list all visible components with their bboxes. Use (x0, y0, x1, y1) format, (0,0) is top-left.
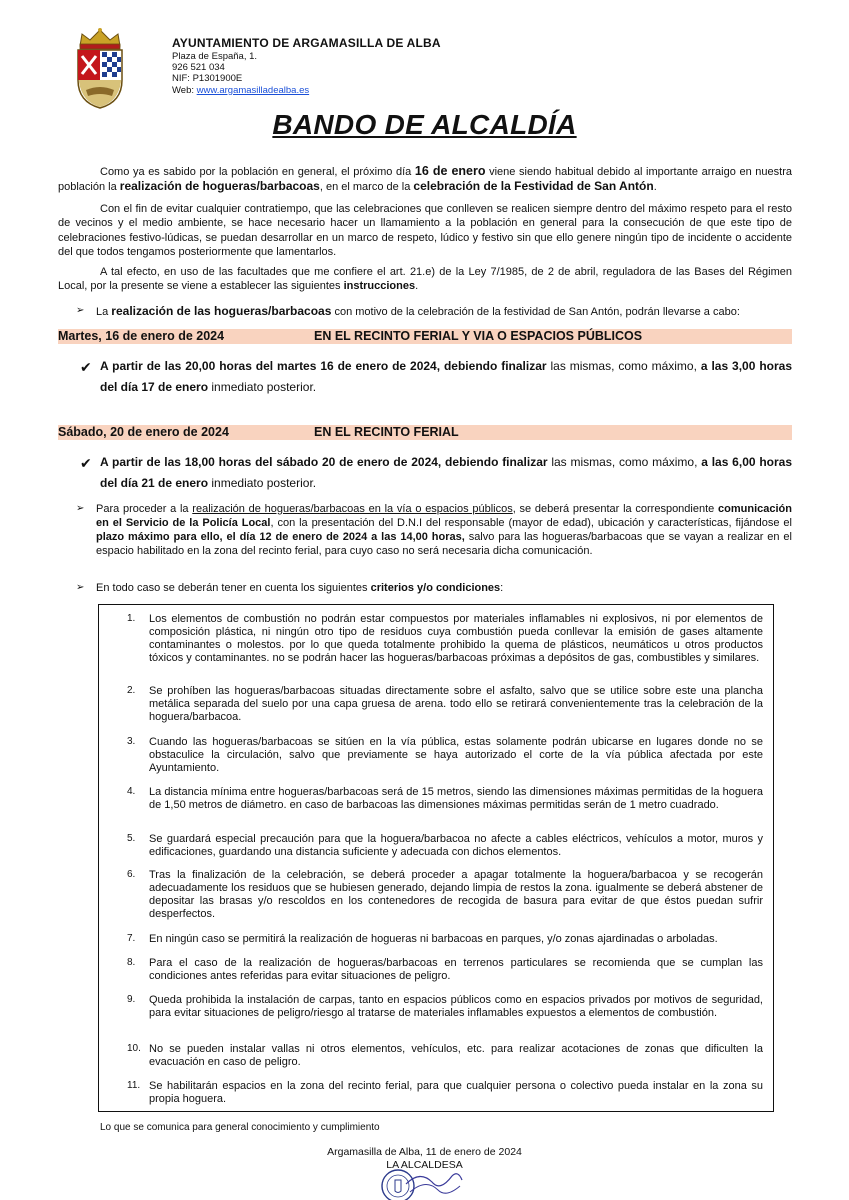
intro-paragraph-1: Como ya es sabido por la población en general, el próximo día 16 de enero viene siendo habitual debido al importante arraigo en nuestra población la realización de hogueras/barbacoas, en el marco de la celebración de la Festividad de San Antón. (58, 164, 792, 194)
coat-of-arms-icon (72, 26, 128, 112)
web-label: Web: (172, 84, 197, 96)
rule-item: 3. Cuando las hogueras/barbacoas se sitúen en la vía pública, estas solamente podrán ubicarse en lugares donde no se obstaculice la circulación, salvo que previamente se haya autorizado el corte de la vía pública afectada por este Ayuntamiento. (127, 736, 763, 774)
arrow-bullet-icon: ➢ (76, 503, 85, 514)
section-2-text: ✔ A partir de las 18,00 horas del sábado 20 de enero de 2024, debiendo finalizar las mismas, como máximo, a las 6,00 horas del día 21 de enero inmediato posterior. (100, 452, 792, 493)
official-seal-signature-icon (376, 1164, 466, 1200)
letterhead (72, 24, 772, 114)
rule-item: 5. Se guardará especial precaución para que la hoguera/barbacoa no afecte a cables eléctricos, vehículos a motor, muros y edificaciones, guardando una distancia suficiente y adecuada con dichos elementos. (127, 833, 763, 858)
org-name: AYUNTAMIENTO DE ARGAMASILLA DE ALBA (172, 36, 441, 50)
place-and-date: Argamasilla de Alba, 11 de enero de 2024 (327, 1146, 522, 1158)
intro-paragraph-3: A tal efecto, en uso de las facultades que me confiere el art. 21.e) de la Ley 7/1985, de 2 de abril, reguladora de las Bases del Régimen Local, por la presente se viene a establecer las siguientes instrucciones. (58, 266, 792, 293)
section-2-header (58, 425, 792, 440)
intro-bullet: ➢ La realización de las hogueras/barbacoas con motivo de la celebración de la festividad de San Antón, podrán llevarse a cabo: (76, 304, 740, 318)
conditions-box (98, 604, 774, 1112)
rule-item: 11. Se habilitarán espacios en la zona del recinto ferial, para que cualquier persona o colectivo pueda instalar en la zona su propia hoguera. (127, 1080, 763, 1105)
section-1-date: Martes, 16 de enero de 2024 (58, 329, 225, 343)
signatory: LA ALCALDESA (386, 1159, 463, 1171)
section-1-header (58, 329, 792, 344)
arrow-bullet-icon: ➢ (76, 305, 85, 316)
org-web (172, 85, 441, 96)
document-title: BANDO DE ALCALDÍA (272, 109, 577, 140)
checkmark-icon: ✔ (80, 455, 92, 471)
rule-item: 6. Tras la finalización de la celebración, se deberá proceder a apagar totalmente la hoguera/barbacoa y se recogerán adecuadamente los residuos que se hubiesen generado, dejando limpia de restos la zona. igualmente se deberá abstener de depositar las brasas y/o rescoldos en los contenedores de recogida de basura para evitar de que éstos puedan sufrir desperfectos. (127, 869, 763, 920)
section-1-place: EN EL RECINTO FERIAL Y VIA O ESPACIOS PÚBLICOS (314, 329, 643, 343)
arrow-bullet-icon: ➢ (76, 582, 85, 593)
org-nif: NIF: P1301900E (172, 73, 243, 85)
closing-text: Lo que se comunica para general conocimiento y cumplimiento (100, 1122, 380, 1133)
rule-item: 9. Queda prohibida la instalación de carpas, tanto en espacios públicos como en espacios privados por motivos de seguridad, para evitar situaciones de peligro/riesgo al tratarse de materiales inflamables expuestos a elementos de combustión. (127, 994, 763, 1019)
section-1-text: ✔ A partir de las 20,00 horas del martes 16 de enero de 2024, debiendo finalizar las mismas, como máximo, a las 3,00 horas del día 17 de enero inmediato posterior. (100, 356, 792, 397)
rule-item: 7. En ningún caso se permitirá la realización de hogueras ni barbacoas en parques, y/o zonas ajardinadas o arboladas. (127, 933, 718, 945)
org-address: Plaza de España, 1. (172, 50, 258, 62)
checkmark-icon: ✔ (80, 359, 92, 375)
section-2-date: Sábado, 20 de enero de 2024 (58, 425, 229, 439)
website-link[interactable]: www.argamasilladealba.es (196, 84, 310, 96)
procedure-paragraph: ➢ Para proceder a la realización de hogueras/barbacoas en la vía o espacios públicos, se deberá presentar la correspondiente comunicación en el Servicio de la Policía Local, con la presentación del D.N.I del responsable (mayor de edad), ubicación y características, fijándose el plazo máximo para ello, el día 12 de enero de 2024 a las 14,00 horas, salvo para las hogueras/barbacoas que se vayan a realizar en el espacio habilitado en la zona del recinto ferial, para cuyo caso no será necesaria dicha comunicación. (76, 503, 792, 557)
criteria-intro: ➢ En todo caso se deberán tener en cuenta los siguientes criterios y/o condiciones: (76, 582, 504, 594)
rule-item: 1. Los elementos de combustión no podrán estar compuestos por materiales inflamables ni explosivos, ni por elementos de composición plástica, ni ningún otro tipo de residuos cuya combustión pueda conllevar la emisión de gases altamente contaminantes o molestos. por lo que queda totalmente prohibido la quema de plásticos, neumáticos u otros productos tóxicos y contaminantes. no se podrán hacer las hogueras/barbacoas próximas a depósitos de gas, combustibles y similares. (127, 613, 763, 664)
section-2-place: EN EL RECINTO FERIAL (314, 425, 459, 439)
rule-item: 4. La distancia mínima entre hogueras/barbacoas será de 15 metros, siendo las dimensiones máximas permitidas de la hoguera de 1,50 metros de diámetro. en caso de barbacoas las dimensiones máximas permitidas serán de 1 metro cuadrado. (127, 786, 763, 811)
rule-item: 10. No se pueden instalar vallas ni otros elementos, vehículos, etc. para realizar acotaciones de zonas que dificulten la evacuación en caso de peligro. (127, 1043, 763, 1068)
rule-item: 8. Para el caso de la realización de hogueras/barbacoas en terrenos particulares se recomienda que se cumplan las condiciones antes referidas para evitar situaciones de peligro. (127, 957, 763, 982)
org-phone: 926 521 034 (172, 62, 225, 74)
rule-item: 2. Se prohíben las hogueras/barbacoas situadas directamente sobre el asfalto, salvo que se utilice sobre este una plancha metálica separada del suelo por una capa gruesa de arena. todo ello se retirará convenientemente tras la celebración de la hoguera/barbacoa. (127, 685, 763, 723)
intro-paragraph-2: Con el fin de evitar cualquier contratiempo, que las celebraciones que conlleven se realicen siempre dentro del máximo respeto para el resto de vecinos y el medio ambiente, se hace necesario hacer un llamamiento a la población en general para la consecución de que este tipo de celebraciones festivo-lúdicas, se puedan desarrollar en un marco de respeto, lúdico y festivo sin que ello genere ningún tipo de incidente o accidente del que todos tengamos posteriormente que lamentarlos. (58, 203, 792, 258)
